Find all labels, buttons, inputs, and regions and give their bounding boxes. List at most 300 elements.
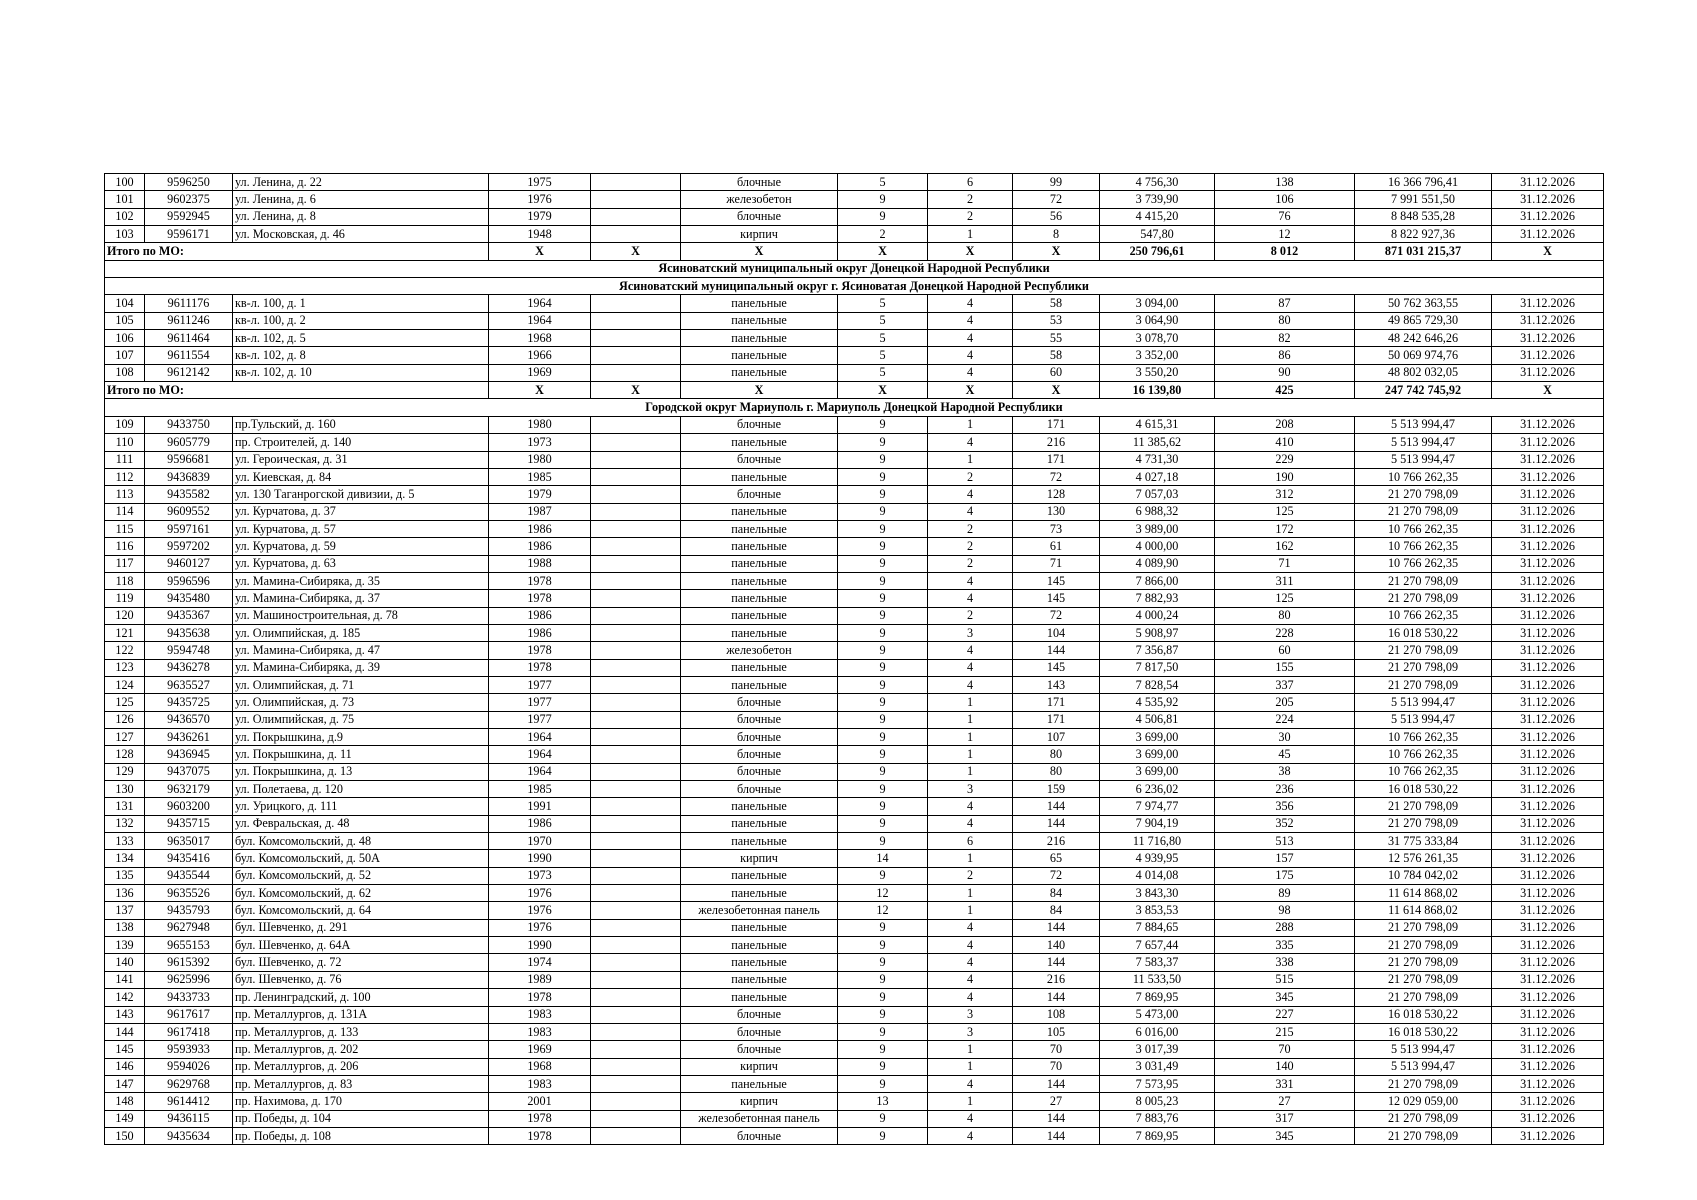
build-year: 1977 bbox=[489, 711, 591, 728]
building-code: 9625996 bbox=[145, 971, 233, 988]
apartments-count: 56 bbox=[1013, 208, 1100, 225]
residents-count: 106 bbox=[1215, 191, 1355, 208]
build-year: 2001 bbox=[489, 1093, 591, 1110]
apartments-count: 144 bbox=[1013, 989, 1100, 1006]
entrances-count: 1 bbox=[928, 1093, 1013, 1110]
apartments-count: 70 bbox=[1013, 1041, 1100, 1058]
building-code: 9435544 bbox=[145, 867, 233, 884]
empty-cell bbox=[591, 590, 681, 607]
residents-count: 138 bbox=[1215, 174, 1355, 191]
entrances-count: 1 bbox=[928, 451, 1013, 468]
floors-count: 2 bbox=[838, 226, 928, 243]
total-floors: X bbox=[838, 382, 928, 399]
empty-cell bbox=[591, 867, 681, 884]
total-area: 4 089,90 bbox=[1100, 555, 1215, 572]
address: пр. Победы, д. 108 bbox=[233, 1127, 489, 1144]
residents-count: 70 bbox=[1215, 1041, 1355, 1058]
apartments-count: 145 bbox=[1013, 659, 1100, 676]
row-number: 100 bbox=[105, 174, 145, 191]
residents-count: 338 bbox=[1215, 954, 1355, 971]
wall-material: блочные bbox=[681, 694, 838, 711]
total-col-5: X bbox=[591, 382, 681, 399]
building-code: 9435634 bbox=[145, 1127, 233, 1144]
build-year: 1964 bbox=[489, 295, 591, 312]
table-row bbox=[105, 815, 1604, 832]
empty-cell bbox=[591, 295, 681, 312]
repair-cost: 21 270 798,09 bbox=[1355, 1127, 1492, 1144]
table-row bbox=[105, 659, 1604, 676]
table-row bbox=[105, 1058, 1604, 1075]
address: ул. 130 Таганрогской дивизии, д. 5 bbox=[233, 486, 489, 503]
table-row bbox=[105, 781, 1604, 798]
completion-date: 31.12.2026 bbox=[1492, 971, 1604, 988]
building-code: 9611176 bbox=[145, 295, 233, 312]
empty-cell bbox=[591, 711, 681, 728]
address: кв-л. 102, д. 10 bbox=[233, 364, 489, 381]
total-cost: 871 031 215,37 bbox=[1355, 243, 1492, 260]
build-year: 1986 bbox=[489, 624, 591, 641]
empty-cell bbox=[591, 919, 681, 936]
repair-cost: 8 822 927,36 bbox=[1355, 226, 1492, 243]
build-year: 1987 bbox=[489, 503, 591, 520]
repair-cost: 10 766 262,35 bbox=[1355, 746, 1492, 763]
floors-count: 9 bbox=[838, 607, 928, 624]
repair-cost: 21 270 798,09 bbox=[1355, 590, 1492, 607]
total-area: 3 739,90 bbox=[1100, 191, 1215, 208]
address: ул. Урицкого, д. 111 bbox=[233, 798, 489, 815]
row-number: 140 bbox=[105, 954, 145, 971]
repair-cost: 16 018 530,22 bbox=[1355, 1006, 1492, 1023]
table-row bbox=[105, 642, 1604, 659]
address: ул. Машиностроительная, д. 78 bbox=[233, 607, 489, 624]
build-year: 1969 bbox=[489, 1041, 591, 1058]
completion-date: 31.12.2026 bbox=[1492, 867, 1604, 884]
total-area: 11 385,62 bbox=[1100, 434, 1215, 451]
table-row bbox=[105, 312, 1604, 329]
residents-count: 90 bbox=[1215, 364, 1355, 381]
repair-cost: 48 802 032,05 bbox=[1355, 364, 1492, 381]
row-number: 107 bbox=[105, 347, 145, 364]
address: ул. Покрышкина, д. 13 bbox=[233, 763, 489, 780]
total-area: 7 904,19 bbox=[1100, 815, 1215, 832]
row-number: 101 bbox=[105, 191, 145, 208]
build-year: 1983 bbox=[489, 1006, 591, 1023]
build-year: 1979 bbox=[489, 208, 591, 225]
address: ул. Курчатова, д. 57 bbox=[233, 520, 489, 537]
total-row bbox=[105, 243, 1604, 260]
completion-date: 31.12.2026 bbox=[1492, 781, 1604, 798]
build-year: 1985 bbox=[489, 468, 591, 485]
table-row bbox=[105, 729, 1604, 746]
floors-count: 9 bbox=[838, 937, 928, 954]
table-row bbox=[105, 1006, 1604, 1023]
row-number: 135 bbox=[105, 867, 145, 884]
total-label: Итого по МО: bbox=[105, 243, 489, 260]
wall-material: блочные bbox=[681, 781, 838, 798]
wall-material: панельные bbox=[681, 434, 838, 451]
apartments-count: 8 bbox=[1013, 226, 1100, 243]
row-number: 128 bbox=[105, 746, 145, 763]
empty-cell bbox=[591, 364, 681, 381]
repair-cost: 10 784 042,02 bbox=[1355, 867, 1492, 884]
apartments-count: 80 bbox=[1013, 763, 1100, 780]
apartments-count: 145 bbox=[1013, 590, 1100, 607]
apartments-count: 140 bbox=[1013, 937, 1100, 954]
repair-cost: 21 270 798,09 bbox=[1355, 503, 1492, 520]
wall-material: блочные bbox=[681, 1127, 838, 1144]
row-number: 127 bbox=[105, 729, 145, 746]
row-number: 102 bbox=[105, 208, 145, 225]
building-code: 9635526 bbox=[145, 885, 233, 902]
residents-count: 175 bbox=[1215, 867, 1355, 884]
build-year: 1988 bbox=[489, 555, 591, 572]
completion-date: 31.12.2026 bbox=[1492, 902, 1604, 919]
floors-count: 9 bbox=[838, 1075, 928, 1092]
table-row bbox=[105, 226, 1604, 243]
building-code: 9611554 bbox=[145, 347, 233, 364]
row-number: 138 bbox=[105, 919, 145, 936]
wall-material: панельные bbox=[681, 937, 838, 954]
empty-cell bbox=[591, 624, 681, 641]
address: ул. Покрышкина, д.9 bbox=[233, 729, 489, 746]
wall-material: блочные bbox=[681, 174, 838, 191]
floors-count: 5 bbox=[838, 174, 928, 191]
building-code: 9436945 bbox=[145, 746, 233, 763]
row-number: 131 bbox=[105, 798, 145, 815]
entrances-count: 3 bbox=[928, 1023, 1013, 1040]
table-row bbox=[105, 538, 1604, 555]
residents-count: 410 bbox=[1215, 434, 1355, 451]
residents-count: 71 bbox=[1215, 555, 1355, 572]
building-code: 9596596 bbox=[145, 572, 233, 589]
total-area: 11 716,80 bbox=[1100, 833, 1215, 850]
building-code: 9460127 bbox=[145, 555, 233, 572]
table-row bbox=[105, 1110, 1604, 1127]
floors-count: 9 bbox=[838, 781, 928, 798]
total-area: 7 884,65 bbox=[1100, 919, 1215, 936]
address: ул. Мамина-Сибиряка, д. 35 bbox=[233, 572, 489, 589]
build-year: 1966 bbox=[489, 347, 591, 364]
empty-cell bbox=[591, 330, 681, 347]
build-year: 1977 bbox=[489, 694, 591, 711]
address: ул. Олимпийская, д. 73 bbox=[233, 694, 489, 711]
row-number: 130 bbox=[105, 781, 145, 798]
total-area: 3 853,53 bbox=[1100, 902, 1215, 919]
total-area: 4 756,30 bbox=[1100, 174, 1215, 191]
floors-count: 9 bbox=[838, 746, 928, 763]
building-code: 9592945 bbox=[145, 208, 233, 225]
apartments-count: 73 bbox=[1013, 520, 1100, 537]
total-area: 547,80 bbox=[1100, 226, 1215, 243]
building-code: 9629768 bbox=[145, 1075, 233, 1092]
repair-cost: 50 069 974,76 bbox=[1355, 347, 1492, 364]
entrances-count: 4 bbox=[928, 919, 1013, 936]
building-code: 9596250 bbox=[145, 174, 233, 191]
building-code: 9435715 bbox=[145, 815, 233, 832]
completion-date: 31.12.2026 bbox=[1492, 1127, 1604, 1144]
build-year: 1978 bbox=[489, 989, 591, 1006]
row-number: 109 bbox=[105, 416, 145, 433]
apartments-count: 144 bbox=[1013, 1127, 1100, 1144]
apartments-count: 171 bbox=[1013, 451, 1100, 468]
total-area: 3 699,00 bbox=[1100, 729, 1215, 746]
table-row bbox=[105, 989, 1604, 1006]
completion-date: 31.12.2026 bbox=[1492, 572, 1604, 589]
total-material: X bbox=[681, 243, 838, 260]
repair-cost: 21 270 798,09 bbox=[1355, 954, 1492, 971]
build-year: 1974 bbox=[489, 954, 591, 971]
residents-count: 98 bbox=[1215, 902, 1355, 919]
floors-count: 9 bbox=[838, 208, 928, 225]
completion-date: 31.12.2026 bbox=[1492, 607, 1604, 624]
empty-cell bbox=[591, 746, 681, 763]
wall-material: блочные bbox=[681, 746, 838, 763]
residents-count: 76 bbox=[1215, 208, 1355, 225]
row-number: 103 bbox=[105, 226, 145, 243]
build-year: 1985 bbox=[489, 781, 591, 798]
building-code: 9436570 bbox=[145, 711, 233, 728]
floors-count: 9 bbox=[838, 1127, 928, 1144]
repair-cost: 5 513 994,47 bbox=[1355, 451, 1492, 468]
floors-count: 9 bbox=[838, 676, 928, 693]
total-area: 7 883,76 bbox=[1100, 1110, 1215, 1127]
floors-count: 9 bbox=[838, 555, 928, 572]
residents-count: 89 bbox=[1215, 885, 1355, 902]
entrances-count: 1 bbox=[928, 226, 1013, 243]
completion-date: 31.12.2026 bbox=[1492, 1075, 1604, 1092]
table-row bbox=[105, 572, 1604, 589]
empty-cell bbox=[591, 538, 681, 555]
address: ул. Ленина, д. 8 bbox=[233, 208, 489, 225]
total-area: 4 615,31 bbox=[1100, 416, 1215, 433]
floors-count: 9 bbox=[838, 572, 928, 589]
building-code: 9435367 bbox=[145, 607, 233, 624]
empty-cell bbox=[591, 850, 681, 867]
address: ул. Мамина-Сибиряка, д. 47 bbox=[233, 642, 489, 659]
housing-register-table bbox=[104, 173, 1604, 1145]
wall-material: железобетон bbox=[681, 191, 838, 208]
completion-date: 31.12.2026 bbox=[1492, 1006, 1604, 1023]
table-row bbox=[105, 711, 1604, 728]
entrances-count: 2 bbox=[928, 538, 1013, 555]
floors-count: 9 bbox=[838, 1058, 928, 1075]
residents-count: 311 bbox=[1215, 572, 1355, 589]
address: кв-л. 100, д. 2 bbox=[233, 312, 489, 329]
row-number: 121 bbox=[105, 624, 145, 641]
wall-material: панельные bbox=[681, 867, 838, 884]
build-year: 1976 bbox=[489, 919, 591, 936]
empty-cell bbox=[591, 971, 681, 988]
entrances-count: 4 bbox=[928, 295, 1013, 312]
entrances-count: 1 bbox=[928, 416, 1013, 433]
completion-date: 31.12.2026 bbox=[1492, 659, 1604, 676]
completion-date: 31.12.2026 bbox=[1492, 815, 1604, 832]
table-row bbox=[105, 676, 1604, 693]
row-number: 110 bbox=[105, 434, 145, 451]
build-year: 1964 bbox=[489, 312, 591, 329]
address: бул. Шевченко, д. 291 bbox=[233, 919, 489, 936]
entrances-count: 4 bbox=[928, 954, 1013, 971]
completion-date: 31.12.2026 bbox=[1492, 434, 1604, 451]
wall-material: железобетон bbox=[681, 642, 838, 659]
repair-cost: 49 865 729,30 bbox=[1355, 312, 1492, 329]
repair-cost: 8 848 535,28 bbox=[1355, 208, 1492, 225]
total-area: 3 064,90 bbox=[1100, 312, 1215, 329]
floors-count: 9 bbox=[838, 1006, 928, 1023]
entrances-count: 4 bbox=[928, 347, 1013, 364]
floors-count: 5 bbox=[838, 312, 928, 329]
row-number: 112 bbox=[105, 468, 145, 485]
residents-count: 228 bbox=[1215, 624, 1355, 641]
table-row bbox=[105, 590, 1604, 607]
completion-date: 31.12.2026 bbox=[1492, 763, 1604, 780]
building-code: 9635017 bbox=[145, 833, 233, 850]
repair-cost: 21 270 798,09 bbox=[1355, 937, 1492, 954]
section-header-row bbox=[105, 260, 1604, 277]
row-number: 147 bbox=[105, 1075, 145, 1092]
completion-date: 31.12.2026 bbox=[1492, 451, 1604, 468]
address: кв-л. 100, д. 1 bbox=[233, 295, 489, 312]
total-floors: X bbox=[838, 243, 928, 260]
build-year: 1980 bbox=[489, 416, 591, 433]
entrances-count: 2 bbox=[928, 191, 1013, 208]
table-body bbox=[105, 174, 1604, 1145]
apartments-count: 107 bbox=[1013, 729, 1100, 746]
address: ул. Покрышкина, д. 11 bbox=[233, 746, 489, 763]
address: ул. Героическая, д. 31 bbox=[233, 451, 489, 468]
empty-cell bbox=[591, 902, 681, 919]
wall-material: блочные bbox=[681, 208, 838, 225]
total-area: 4 027,18 bbox=[1100, 468, 1215, 485]
address: пр. Металлургов, д. 206 bbox=[233, 1058, 489, 1075]
build-year: 1973 bbox=[489, 867, 591, 884]
apartments-count: 143 bbox=[1013, 676, 1100, 693]
wall-material: панельные bbox=[681, 885, 838, 902]
total-area: 3 094,00 bbox=[1100, 295, 1215, 312]
address: кв-л. 102, д. 8 bbox=[233, 347, 489, 364]
build-year: 1980 bbox=[489, 451, 591, 468]
row-number: 111 bbox=[105, 451, 145, 468]
table-row bbox=[105, 295, 1604, 312]
entrances-count: 1 bbox=[928, 711, 1013, 728]
entrances-count: 4 bbox=[928, 1075, 1013, 1092]
apartments-count: 144 bbox=[1013, 815, 1100, 832]
wall-material: кирпич bbox=[681, 850, 838, 867]
floors-count: 9 bbox=[838, 520, 928, 537]
building-code: 9609552 bbox=[145, 503, 233, 520]
residents-count: 356 bbox=[1215, 798, 1355, 815]
table-row bbox=[105, 1041, 1604, 1058]
repair-cost: 10 766 262,35 bbox=[1355, 538, 1492, 555]
completion-date: 31.12.2026 bbox=[1492, 833, 1604, 850]
total-area: 4 535,92 bbox=[1100, 694, 1215, 711]
total-date: X bbox=[1492, 382, 1604, 399]
building-code: 9614412 bbox=[145, 1093, 233, 1110]
build-year: 1986 bbox=[489, 815, 591, 832]
completion-date: 31.12.2026 bbox=[1492, 191, 1604, 208]
wall-material: панельные bbox=[681, 520, 838, 537]
build-year: 1978 bbox=[489, 590, 591, 607]
empty-cell bbox=[591, 503, 681, 520]
residents-count: 157 bbox=[1215, 850, 1355, 867]
entrances-count: 2 bbox=[928, 208, 1013, 225]
completion-date: 31.12.2026 bbox=[1492, 937, 1604, 954]
entrances-count: 4 bbox=[928, 312, 1013, 329]
wall-material: блочные bbox=[681, 1006, 838, 1023]
total-area: 7 657,44 bbox=[1100, 937, 1215, 954]
table-row bbox=[105, 902, 1604, 919]
repair-cost: 16 366 796,41 bbox=[1355, 174, 1492, 191]
row-number: 120 bbox=[105, 607, 145, 624]
total-row bbox=[105, 382, 1604, 399]
total-area: 3 078,70 bbox=[1100, 330, 1215, 347]
address: пр. Ленинградский, д. 100 bbox=[233, 989, 489, 1006]
completion-date: 31.12.2026 bbox=[1492, 312, 1604, 329]
total-area: 4 000,00 bbox=[1100, 538, 1215, 555]
building-code: 9594026 bbox=[145, 1058, 233, 1075]
repair-cost: 5 513 994,47 bbox=[1355, 1058, 1492, 1075]
build-year: 1986 bbox=[489, 538, 591, 555]
repair-cost: 11 614 868,02 bbox=[1355, 902, 1492, 919]
wall-material: железобетонная панель bbox=[681, 902, 838, 919]
building-code: 9602375 bbox=[145, 191, 233, 208]
building-code: 9435416 bbox=[145, 850, 233, 867]
wall-material: панельные bbox=[681, 798, 838, 815]
row-number: 118 bbox=[105, 572, 145, 589]
total-area: 6 236,02 bbox=[1100, 781, 1215, 798]
wall-material: панельные bbox=[681, 503, 838, 520]
completion-date: 31.12.2026 bbox=[1492, 416, 1604, 433]
apartments-count: 171 bbox=[1013, 711, 1100, 728]
row-number: 144 bbox=[105, 1023, 145, 1040]
entrances-count: 4 bbox=[928, 659, 1013, 676]
address: ул. Московская, д. 46 bbox=[233, 226, 489, 243]
apartments-count: 105 bbox=[1013, 1023, 1100, 1040]
completion-date: 31.12.2026 bbox=[1492, 226, 1604, 243]
build-year: 1979 bbox=[489, 486, 591, 503]
repair-cost: 21 270 798,09 bbox=[1355, 919, 1492, 936]
repair-cost: 5 513 994,47 bbox=[1355, 694, 1492, 711]
residents-count: 229 bbox=[1215, 451, 1355, 468]
floors-count: 9 bbox=[838, 468, 928, 485]
address: пр. Металлургов, д. 83 bbox=[233, 1075, 489, 1092]
row-number: 139 bbox=[105, 937, 145, 954]
floors-count: 9 bbox=[838, 694, 928, 711]
empty-cell bbox=[591, 1041, 681, 1058]
floors-count: 9 bbox=[838, 833, 928, 850]
build-year: 1986 bbox=[489, 520, 591, 537]
table-row bbox=[105, 971, 1604, 988]
section-header-row bbox=[105, 278, 1604, 295]
apartments-count: 144 bbox=[1013, 1110, 1100, 1127]
completion-date: 31.12.2026 bbox=[1492, 850, 1604, 867]
empty-cell bbox=[591, 642, 681, 659]
apartments-count: 61 bbox=[1013, 538, 1100, 555]
apartments-count: 128 bbox=[1013, 486, 1100, 503]
total-area: 4 014,08 bbox=[1100, 867, 1215, 884]
completion-date: 31.12.2026 bbox=[1492, 885, 1604, 902]
building-code: 9597202 bbox=[145, 538, 233, 555]
total-area: 4 939,95 bbox=[1100, 850, 1215, 867]
entrances-count: 4 bbox=[928, 798, 1013, 815]
floors-count: 5 bbox=[838, 347, 928, 364]
total-area: 7 882,93 bbox=[1100, 590, 1215, 607]
table-row bbox=[105, 347, 1604, 364]
empty-cell bbox=[591, 312, 681, 329]
completion-date: 31.12.2026 bbox=[1492, 1110, 1604, 1127]
apartments-count: 58 bbox=[1013, 295, 1100, 312]
entrances-count: 2 bbox=[928, 555, 1013, 572]
